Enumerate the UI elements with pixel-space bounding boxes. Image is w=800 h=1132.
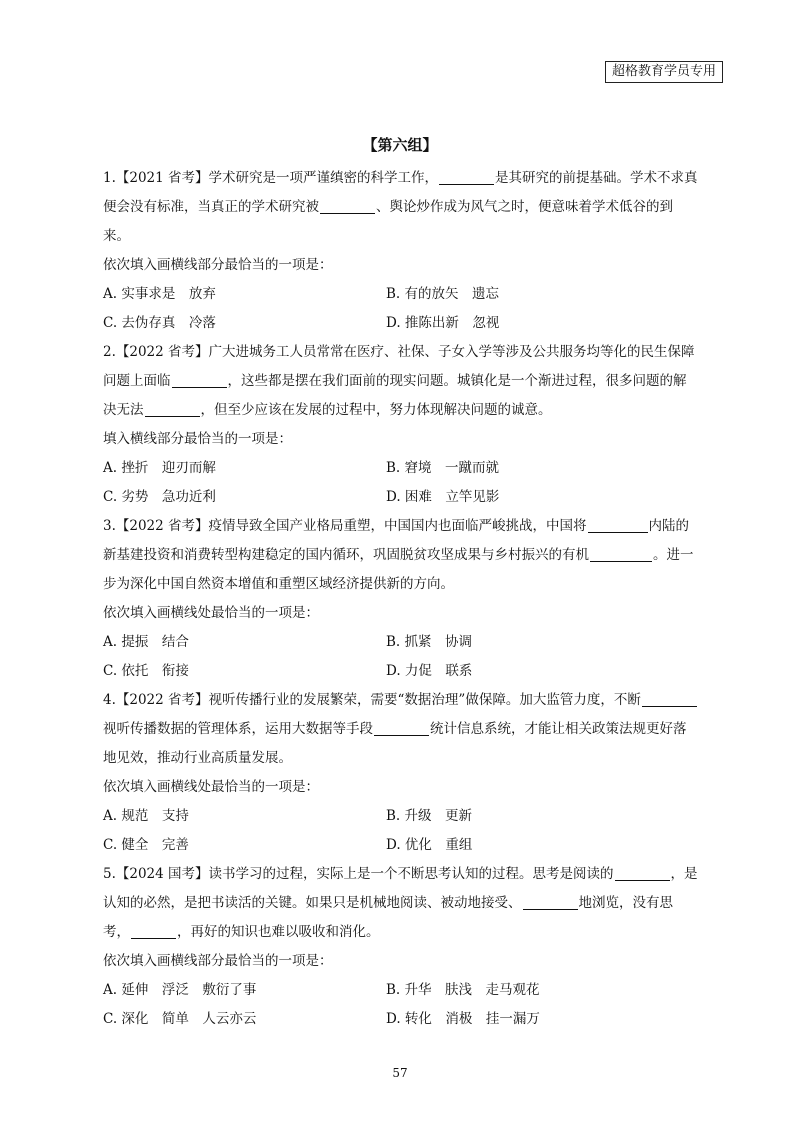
option-a: A. 规范 支持: [103, 808, 189, 824]
option-d: D. 困难 立竿见影: [386, 489, 500, 505]
section-title: 【第六组】: [362, 136, 438, 154]
question-label: 2.【2022 省考】: [103, 344, 209, 360]
option-b: B. 升华 肤浅 走马观花: [386, 982, 540, 998]
option-b: B. 有的放矢 遗忘: [386, 286, 500, 302]
option-a: A. 延伸 浮泛 敷衍了事: [103, 982, 257, 998]
question-stem: 3.【2022 省考】疫情导致全国产业格局重塑，中国国内也面临严峻挑战，中国将 内陆的新基建投资和消费转型构建稳定的国内循环，巩固脱贫攻坚成果与乡村振兴的有机 。进一步为深化中国自然资本增值和重塑区域经济提供新的方向。: [103, 518, 694, 592]
answer-blank: [320, 200, 375, 215]
question-stem: 5.【2024 国考】读书学习的过程，实际上是一个不断思考认知的过程。思考是阅读的 ，是认知的必然，是把书读活的关键。如果只是机械地阅读、被动地接受、 地浏览，没有思考， ，再好的知识也难以吸收和消化。: [103, 866, 698, 940]
question-stem: 1.【2021 省考】学术研究是一项严谨缜密的科学工作， 是其研究的前提基础。学术不求真便会没有标准，当真正的学术研究被 、舆论炒作成为风气之时，便意味着学术低谷的到来。: [103, 170, 698, 244]
question-prompt: 依次填入画横线处最恰当的一项是：: [103, 605, 319, 621]
question-list: [103, 164, 699, 1034]
answer-options: [103, 454, 699, 512]
option-b: B. 窘境 一蹴而就: [386, 460, 500, 476]
option-d: D. 推陈出新 忽视: [386, 315, 500, 331]
option-c: C. 劣势 急功近利: [103, 489, 216, 505]
option-c: C. 去伪存真 冷落: [103, 315, 216, 331]
option-c: C. 健全 完善: [103, 837, 189, 853]
question-prompt: 依次填入画横线部分最恰当的一项是：: [103, 953, 333, 969]
answer-blank: [145, 403, 200, 418]
question-5: [103, 860, 699, 1034]
question-prompt: 依次填入画横线处最恰当的一项是：: [103, 779, 319, 795]
option-b: B. 抓紧 协调: [386, 634, 473, 650]
question-4: [103, 686, 699, 860]
answer-options: [103, 802, 699, 860]
student-only-badge: 超格教育学员专用: [605, 61, 723, 83]
question-stem: 4.【2022 省考】视听传播行业的发展繁荣，需要“数据治理”做保障。加大监管力度，不断视听传播数据的管理体系，运用大数据等手段 统计信息系统，才能让相关政策法规更好落地见效，推动行业高质量发展。: [103, 686, 699, 773]
page-number: 57: [392, 1066, 408, 1080]
answer-blank: [523, 896, 578, 911]
question-label: 3.【2022 省考】: [103, 518, 209, 534]
question-1: [103, 164, 699, 338]
option-d: D. 转化 消极 挂一漏万: [386, 1011, 540, 1027]
question-label: 1.【2021 省考】: [103, 170, 209, 186]
answer-blank: [439, 171, 494, 186]
option-a: A. 挫折 迎刃而解: [103, 460, 216, 476]
question-2: [103, 338, 699, 512]
question-stem: 2.【2022 省考】广大进城务工人员常常在医疗、社保、子女入学等涉及公共服务均等化的民生保障问题上面临 ，这些都是摆在我们面前的现实问题。城镇化是一个渐进过程，很多问题的解决无法 ，但至少应该在发展的过程中，努力体现解决问题的诚意。: [103, 344, 695, 418]
question-label: 5.【2024 国考】: [103, 866, 209, 882]
answer-options: [103, 628, 699, 686]
answer-blank: [374, 722, 429, 737]
option-d: D. 力促 联系: [386, 663, 473, 679]
answer-blank: [590, 548, 652, 563]
answer-blank: [172, 374, 227, 389]
answer-options: [103, 280, 699, 338]
question-3: [103, 512, 699, 686]
option-c: C. 依托 衔接: [103, 663, 189, 679]
option-a: A. 实事求是 放弃: [103, 286, 216, 302]
answer-blank: [588, 519, 648, 534]
answer-blank: [615, 867, 670, 882]
answer-blank: [642, 693, 697, 708]
answer-blank: [131, 925, 176, 940]
question-label: 4.【2022 省考】: [103, 692, 209, 708]
option-a: A. 提振 结合: [103, 634, 189, 650]
question-prompt: 填入横线部分最恰当的一项是：: [103, 431, 292, 447]
question-prompt: 依次填入画横线部分最恰当的一项是：: [103, 257, 333, 273]
option-b: B. 升级 更新: [386, 808, 473, 824]
option-d: D. 优化 重组: [386, 837, 473, 853]
option-c: C. 深化 简单 人云亦云: [103, 1011, 257, 1027]
answer-options: [103, 976, 699, 1034]
